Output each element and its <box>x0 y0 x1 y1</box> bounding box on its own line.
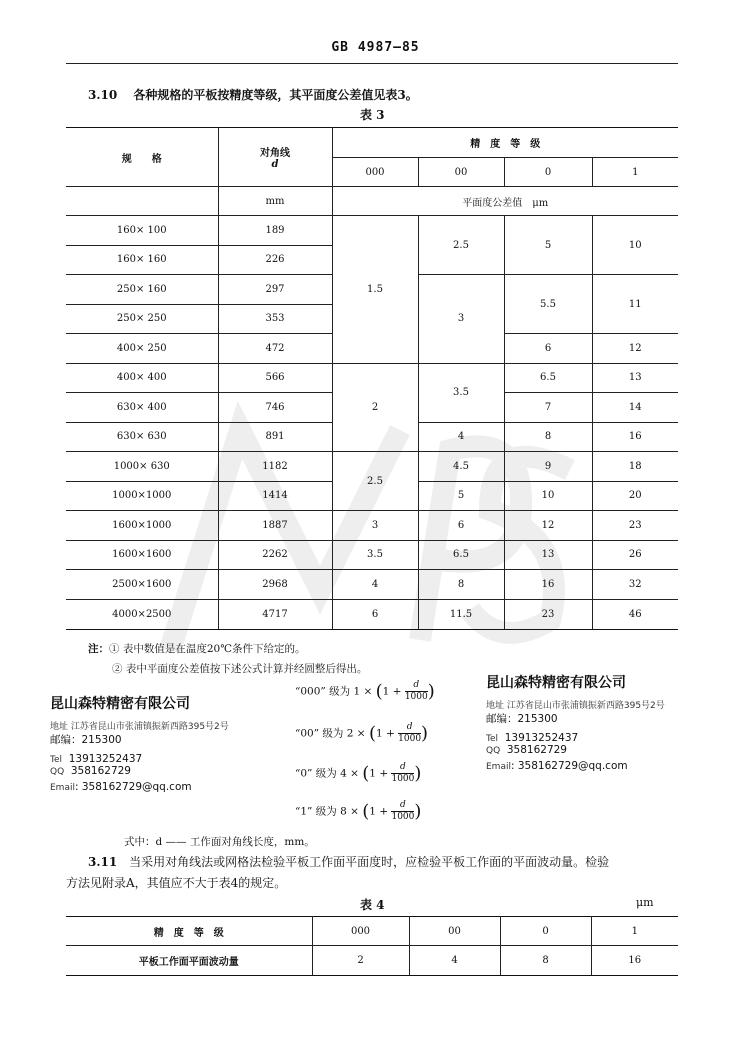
head-spec: 规 格 <box>66 128 218 187</box>
diag-cell: 297 <box>218 275 332 305</box>
t4-grade: 0 <box>500 917 591 946</box>
g000-cell: 2.5 <box>332 452 418 511</box>
g00-cell: 11.5 <box>418 599 504 629</box>
g0-cell: 8 <box>504 422 592 452</box>
g00-cell: 4 <box>418 422 504 452</box>
spec-cell: 630× 630 <box>66 422 218 452</box>
tel-value: 13913252437 <box>504 732 579 744</box>
section-text-1: 当采用对角线法或网格法检验平板工作面平面度时，应检验平板工作面的平面波动量。检验 <box>129 855 610 869</box>
spec-cell: 1600×1000 <box>66 511 218 541</box>
head-grade: 精 度 等 级 <box>332 128 678 158</box>
section-text-2: 方法见附录A，其值应不大于表4的规定。 <box>66 876 287 890</box>
g00-cell: 5 <box>418 481 504 511</box>
head-diagonal-symbol: d <box>271 159 279 170</box>
g0-cell: 9 <box>504 452 592 482</box>
g0-cell: 12 <box>504 511 592 541</box>
g0-cell: 16 <box>504 570 592 600</box>
formula-grade: “00” 级为 2 × <box>295 727 366 740</box>
formula-fraction: $\frac{d}{1000}$ <box>391 800 415 822</box>
unit-tolerance: 平面度公差值 μm <box>332 187 678 216</box>
spec-cell: 250× 160 <box>66 275 218 305</box>
g000-cell: 3.5 <box>332 540 418 570</box>
qq-label: QQ <box>50 767 65 777</box>
diag-cell: 4717 <box>218 599 332 629</box>
company-qq <box>486 744 665 756</box>
spec-cell: 2500×1600 <box>66 570 218 600</box>
company-tel <box>50 753 229 765</box>
t4-grade: 00 <box>409 917 500 946</box>
diag-cell: 566 <box>218 363 332 393</box>
diag-cell: 1887 <box>218 511 332 541</box>
formula-grade: “000” 级为 1 × <box>295 685 373 698</box>
g0-cell: 6.5 <box>504 363 592 393</box>
table4-caption: 表 4 <box>360 898 385 912</box>
g1-cell: 46 <box>592 599 678 629</box>
section-text: 各种规格的平板按精度等级，其平面度公差值见表3。 <box>133 88 418 102</box>
company-postcode: 邮编：215300 <box>50 734 122 746</box>
spec-cell: 400× 400 <box>66 363 218 393</box>
formula-fraction: $\frac{d}{1000}$ <box>404 680 428 702</box>
g000-cell: 1.5 <box>332 216 418 364</box>
grade-000: 000 <box>332 158 418 187</box>
g0-cell: 5 <box>504 216 592 275</box>
diag-cell: 226 <box>218 245 332 275</box>
g00-cell: 8 <box>418 570 504 600</box>
diag-cell: 353 <box>218 304 332 334</box>
grade-00: 00 <box>418 158 504 187</box>
g1-cell: 20 <box>592 481 678 511</box>
diag-cell: 1414 <box>218 481 332 511</box>
g1-cell: 23 <box>592 511 678 541</box>
email-value: 358162729@qq.com <box>81 781 192 793</box>
diag-cell: 746 <box>218 393 332 423</box>
note-1-text: ① 表中数值是在温度20℃条件下给定的。 <box>109 643 306 655</box>
g00-cell: 6 <box>418 511 504 541</box>
t4-grade: 000 <box>312 917 409 946</box>
spec-cell: 250× 250 <box>66 304 218 334</box>
formula-where: 式中：d —— 工作面对角线长度，mm。 <box>124 836 315 848</box>
g0-cell: 6 <box>504 334 592 364</box>
g000-cell: 3 <box>332 511 418 541</box>
email-label: Email <box>486 762 511 772</box>
table4-unit: μm <box>636 896 654 909</box>
section-number: 3.11 <box>88 855 118 869</box>
tel-label: Tel <box>50 755 63 765</box>
email-label: Email <box>50 783 75 793</box>
g1-cell: 10 <box>592 216 678 275</box>
g1-cell: 26 <box>592 540 678 570</box>
formula-0: “0” 级为 4 × (1 + $\frac{d}{1000}$ ) <box>295 762 422 784</box>
t4-row1-label: 精 度 等 级 <box>66 917 312 946</box>
tel-label: Tel <box>486 734 499 744</box>
tel-value: 13913252437 <box>68 753 143 765</box>
spec-cell: 160× 100 <box>66 216 218 246</box>
head-diagonal-label: 对角线 <box>260 148 290 159</box>
section-number: 3.10 <box>88 88 118 102</box>
formula-grade: “1” 级为 8 × <box>295 805 359 818</box>
formula-grade: “0” 级为 4 × <box>295 767 359 780</box>
spec-cell: 160× 160 <box>66 245 218 275</box>
diag-cell: 1182 <box>218 452 332 482</box>
t4-row2-label: 平板工作面平面波动量 <box>66 946 312 976</box>
head-spec-blank <box>66 187 218 216</box>
formula-00: “00” 级为 2 × (1 + $\frac{d}{1000}$ ) <box>295 722 429 744</box>
g1-cell: 18 <box>592 452 678 482</box>
t4-value: 2 <box>312 946 409 976</box>
company-tel <box>486 732 665 744</box>
grade-1: 1 <box>592 158 678 187</box>
t4-value: 16 <box>591 946 678 976</box>
diag-cell: 189 <box>218 216 332 246</box>
g1-cell: 13 <box>592 363 678 393</box>
email-value: 358162729@qq.com <box>517 760 628 772</box>
g1-cell: 32 <box>592 570 678 600</box>
g1-cell: 14 <box>592 393 678 423</box>
section-3-11 <box>88 853 609 870</box>
t4-value: 4 <box>409 946 500 976</box>
g1-cell: 16 <box>592 422 678 452</box>
note-2: ② 表中平面度公差值按下述公式计算并经圆整后得出。 <box>112 663 368 675</box>
g0-cell: 13 <box>504 540 592 570</box>
section-3-10 <box>88 86 418 103</box>
g000-cell: 6 <box>332 599 418 629</box>
company-email: Email: 358162729@qq.com <box>486 760 628 772</box>
spec-cell: 400× 250 <box>66 334 218 364</box>
g0-cell: 7 <box>504 393 592 423</box>
company-address: 地址 江苏省昆山市张浦镇振新西路395号2号 <box>50 722 229 732</box>
company-address: 地址 江苏省昆山市张浦镇振新西路395号2号 <box>486 701 665 711</box>
t4-grade: 1 <box>591 917 678 946</box>
spec-cell: 4000×2500 <box>66 599 218 629</box>
company-stamp-left <box>50 693 229 793</box>
g1-cell: 12 <box>592 334 678 364</box>
diag-cell: 472 <box>218 334 332 364</box>
t4-value: 8 <box>500 946 591 976</box>
spec-cell: 1600×1600 <box>66 540 218 570</box>
spec-cell: 1000× 630 <box>66 452 218 482</box>
diag-cell: 891 <box>218 422 332 452</box>
company-stamp-right <box>486 672 665 772</box>
spec-cell: 1000×1000 <box>66 481 218 511</box>
g00-cell: 3.5 <box>418 363 504 422</box>
note-label: 注： <box>88 643 109 655</box>
g000-cell: 2 <box>332 363 418 452</box>
header-rule <box>66 63 678 64</box>
company-email: Email: 358162729@qq.com <box>50 781 192 793</box>
company-name: 昆山森特精密有限公司 <box>50 696 190 712</box>
diag-cell: 2262 <box>218 540 332 570</box>
table-3 <box>66 127 678 630</box>
head-diagonal <box>218 128 332 187</box>
grade-0: 0 <box>504 158 592 187</box>
g00-cell: 4.5 <box>418 452 504 482</box>
formula-fraction: $\frac{d}{1000}$ <box>391 762 415 784</box>
standard-code: GB 4987—85 <box>331 40 420 55</box>
g00-cell: 2.5 <box>418 216 504 275</box>
g00-cell: 6.5 <box>418 540 504 570</box>
formula-1: “1” 级为 8 × (1 + $\frac{d}{1000}$ ) <box>295 800 422 822</box>
note-1 <box>88 641 305 656</box>
g0-cell: 10 <box>504 481 592 511</box>
g0-cell: 5.5 <box>504 275 592 334</box>
diag-cell: 2968 <box>218 570 332 600</box>
g000-cell: 4 <box>332 570 418 600</box>
g1-cell: 11 <box>592 275 678 334</box>
unit-mm: mm <box>218 187 332 216</box>
company-qq <box>50 765 229 777</box>
formula-fraction: $\frac{d}{1000}$ <box>398 722 422 744</box>
spec-cell: 630× 400 <box>66 393 218 423</box>
table3-caption: 表 3 <box>360 108 385 122</box>
g0-cell: 23 <box>504 599 592 629</box>
qq-value: 358162729 <box>506 744 567 756</box>
company-postcode: 邮编：215300 <box>486 713 558 725</box>
g00-cell: 3 <box>418 275 504 364</box>
qq-label: QQ <box>486 746 501 756</box>
qq-value: 358162729 <box>70 765 131 777</box>
company-name: 昆山森特精密有限公司 <box>486 675 626 691</box>
formula-000: “000” 级为 1 × (1 + $\frac{d}{1000}$ ) <box>295 680 435 702</box>
table-4 <box>66 916 678 976</box>
